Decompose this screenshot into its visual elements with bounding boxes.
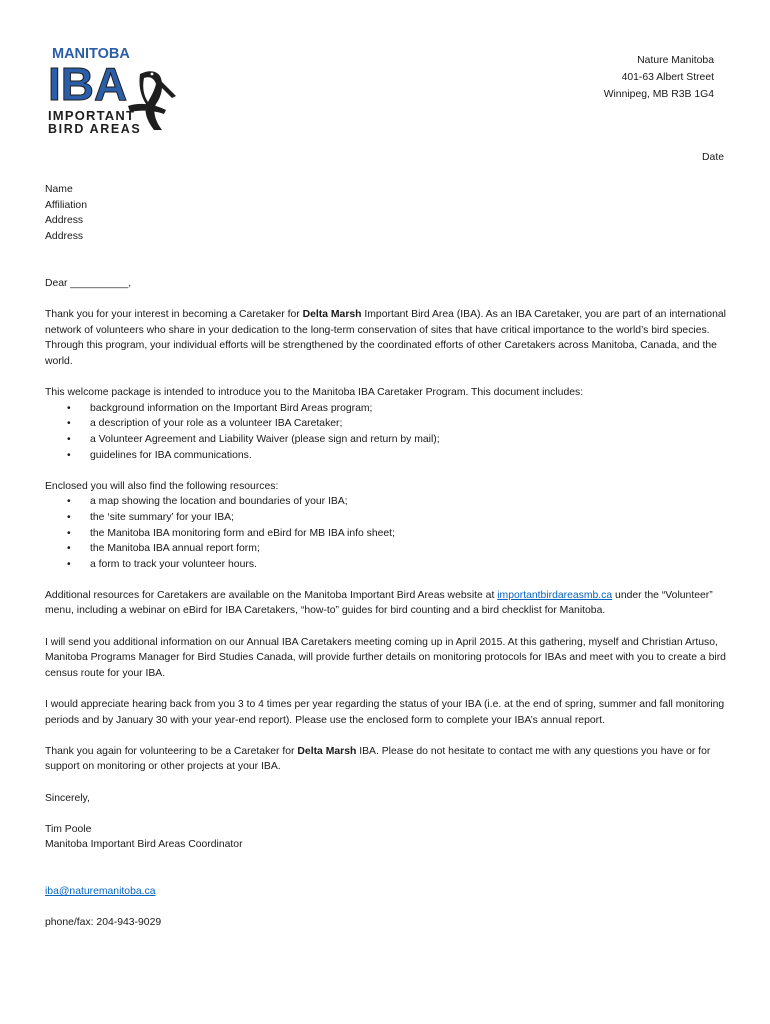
iba-name: Delta Marsh: [302, 309, 362, 321]
logo-important-text: IMPORTANT: [48, 108, 136, 123]
list-item-text: a form to track your volunteer hours.: [90, 558, 257, 570]
bullet-icon: •: [67, 543, 71, 555]
signer-title: Manitoba Important Bird Areas Coordinator: [45, 839, 243, 851]
list-item: [45, 432, 729, 448]
list-item: [45, 448, 729, 464]
intro-text-2: Important Bird Area (IBA). As an IBA Caretaker, you are part of an international network of volunteers who share in your dedication to the long-term conservation of sites that have critical importance to the world’s bird species. Through this program, your individual efforts will be strengthened by the coordinated efforts of other Caretakers across Manitoba, Canada, and the world.: [45, 309, 726, 367]
bullet-icon: •: [67, 511, 71, 523]
letter-body: [45, 276, 729, 931]
additional-text-1: Additional resources for Caretakers are available on the Manitoba Important Bird Areas website at: [45, 589, 498, 601]
recipient-address-1: Address: [45, 215, 84, 227]
sender-address: [604, 52, 714, 103]
email-row: [45, 884, 729, 900]
signer-name: Tim Poole: [45, 823, 92, 835]
recipient-name: Name: [45, 184, 73, 195]
package-list: [45, 401, 729, 463]
closing: Sincerely,: [45, 792, 90, 804]
list-item: [45, 401, 729, 417]
list-item-text: the Manitoba IBA annual report form;: [90, 543, 260, 555]
recipient-block: [45, 182, 87, 245]
list-item-text: a Volunteer Agreement and Liability Waiver (please sign and return by mail);: [90, 433, 440, 445]
recipient-address-2: Address: [45, 231, 84, 243]
list-item-text: the ‘site summary’ for your IBA;: [90, 511, 234, 523]
bullet-icon: •: [67, 402, 71, 414]
resources-list: [45, 494, 729, 572]
iba-logo: [44, 44, 184, 136]
sender-city: Winnipeg, MB R3B 1G4: [603, 89, 714, 100]
letter-date: Date: [702, 152, 724, 163]
additional-resources-paragraph: [45, 588, 729, 619]
list-item: [45, 494, 729, 510]
logo-manitoba-text: MANITOBA: [52, 46, 130, 62]
logo-iba-text: IBA: [48, 58, 128, 110]
bullet-icon: •: [67, 558, 71, 570]
bullet-icon: •: [67, 433, 71, 445]
list-item: [45, 557, 729, 573]
bird-logo-icon: [44, 44, 184, 136]
list-item: [45, 416, 729, 432]
list-item: [45, 526, 729, 542]
thanks-paragraph: [45, 744, 729, 775]
list-item-text: a description of your role as a volunteer IBA Caretaker;: [90, 418, 343, 430]
thanks-text-1: Thank you again for volunteering to be a Caretaker for: [45, 745, 298, 757]
bullet-icon: •: [67, 527, 71, 539]
list-item-text: the Manitoba IBA monitoring form and eBird for MB IBA info sheet;: [90, 527, 395, 539]
bullet-icon: •: [67, 496, 71, 508]
meeting-paragraph: I will send you additional information on our Annual IBA Caretakers meeting coming up in April 2015. At this gathering, myself and Christian Artuso, Manitoba Programs Manager for Bird Studies Canada, will provide further details on monitoring protocols for IBAs and meet with you to create a bird census route for your IBA.: [45, 636, 726, 679]
list-item-text: guidelines for IBA communications.: [90, 449, 252, 461]
email-link[interactable]: iba@naturemanitoba.ca: [45, 885, 156, 897]
salutation: Dear __________,: [45, 278, 132, 289]
list-item-text: a map showing the location and boundaries of your IBA;: [90, 496, 348, 508]
iba-name: Delta Marsh: [297, 745, 357, 757]
resources-intro: Enclosed you will also find the following resources:: [45, 480, 279, 492]
thanks-text-2: IBA. Please do not hesitate to contact me with any questions you have or for support on monitoring or other projects at your IBA.: [45, 745, 711, 773]
phone-fax: phone/fax: 204-943-9029: [45, 917, 162, 929]
reporting-paragraph: I would appreciate hearing back from you 3 to 4 times per year regarding the status of your IBA (i.e. at the end of spring, summer and fall monitoring periods and by January 30 with your year-end report). Please use the enclosed form to complete your IBA’s annual report.: [45, 699, 725, 726]
intro-text-1: Thank you for your interest in becoming a Caretaker for: [45, 309, 303, 321]
list-item: [45, 510, 729, 526]
additional-text-2: under the “Volunteer” menu, including a webinar on eBird for IBA Caretakers, “how-to” guides for bird counting and a bird checklist for Manitoba.: [45, 589, 713, 617]
intro-paragraph: [45, 307, 729, 369]
logo-bird-areas-text: BIRD AREAS: [48, 122, 142, 136]
sender-org: Nature Manitoba: [637, 55, 714, 66]
sender-street: 401-63 Albert Street: [621, 72, 714, 83]
recipient-affiliation: Affiliation: [45, 199, 87, 211]
package-intro: This welcome package is intended to introduce you to the Manitoba IBA Caretaker Program. This document includes:: [45, 387, 584, 399]
list-item: [45, 541, 729, 557]
bullet-icon: •: [67, 449, 71, 461]
list-item-text: background information on the Important Bird Areas program;: [90, 402, 373, 414]
bullet-icon: •: [67, 418, 71, 430]
website-link[interactable]: importantbirdareasmb.ca: [497, 589, 613, 601]
